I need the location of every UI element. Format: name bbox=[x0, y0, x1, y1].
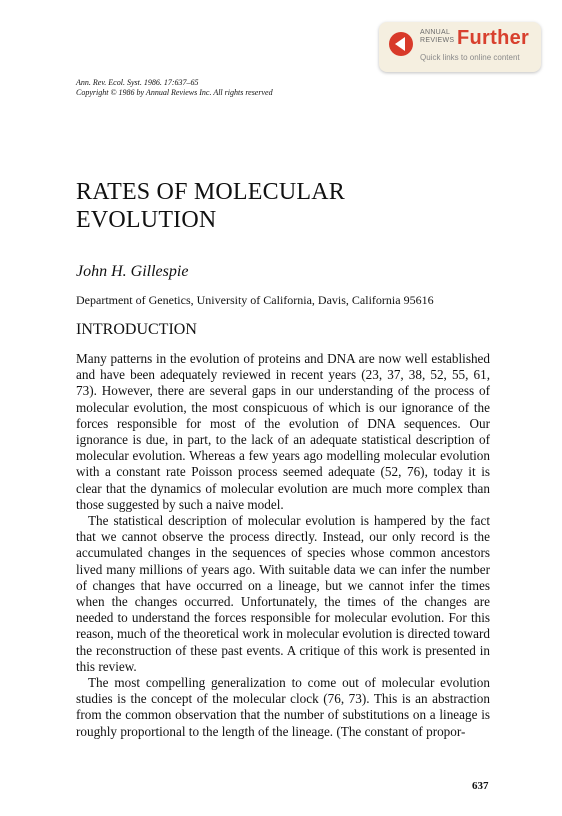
paragraph: The statistical description of molecular evolution is hampered by the fact that we cannot observe the process directly. Instead, our only record is the accumulated changes in the sequences of species whose common ancestors lived many millions of years ago. With suitable data we can infer the number of changes that have occurred on a lineage, but we cannot infer the times when the changes occurred. Unfortunately, the times of the changes are needed to understand the forces responsible for molecular evolution. For this reason, much of the theoretical work in molecular evolution is directed toward the reconstruction of these past events. A critique of this work is presented in this review. bbox=[76, 513, 490, 674]
article-title bbox=[76, 178, 345, 234]
author-name: John H. Gillespie bbox=[76, 263, 189, 280]
author-affiliation: Department of Genetics, University of California, Davis, California 95616 bbox=[76, 293, 434, 307]
citation-line-2: Copyright © 1986 by Annual Reviews Inc. All rights reserved bbox=[76, 88, 273, 97]
further-banner[interactable] bbox=[379, 22, 541, 72]
journal-citation bbox=[76, 78, 273, 98]
annual-reviews-brand bbox=[420, 29, 454, 45]
title-line-2: EVOLUTION bbox=[76, 207, 217, 233]
brand-line-1: ANNUAL bbox=[420, 29, 451, 36]
annual-reviews-arrow-icon bbox=[389, 32, 413, 56]
page-number: 637 bbox=[472, 780, 489, 792]
paragraph: The most compelling generalization to come out of molecular evolution studies is the concept of the molecular clock (76, 73). This is an abstraction from the common observation that the number of substitutions on a lineage is roughly proportional to the length of the lineage. (The constant of propor- bbox=[76, 675, 490, 739]
brand-line-2: REVIEWS bbox=[420, 37, 455, 44]
further-subtitle: Quick links to online content bbox=[420, 53, 520, 62]
title-line-1: RATES OF MOLECULAR bbox=[76, 179, 345, 205]
citation-line-1: Ann. Rev. Ecol. Syst. 1986. 17:637–65 bbox=[76, 78, 199, 87]
paragraph: Many patterns in the evolution of proteins and DNA are now well established and have been adequately reviewed in recent years (23, 37, 38, 52, 55, 61, 73). However, there are several gaps in our understanding of the process of molecular evolution, the most conspicuous of which is our ignorance of the forces responsible for most of the evolution of DNA sequences. Our ignorance is due, in part, to the lack of an adequate statistical description of molecular evolution. Whereas a few years ago modelling molecular evolution with a constant rate Poisson process seemed adequate (52, 76), today it is clear that the dynamics of molecular evolution are much more complex than those suggested by such a naive model. bbox=[76, 351, 490, 512]
further-title: Further bbox=[457, 27, 530, 49]
body-text bbox=[76, 351, 490, 740]
section-heading: INTRODUCTION bbox=[76, 321, 197, 338]
